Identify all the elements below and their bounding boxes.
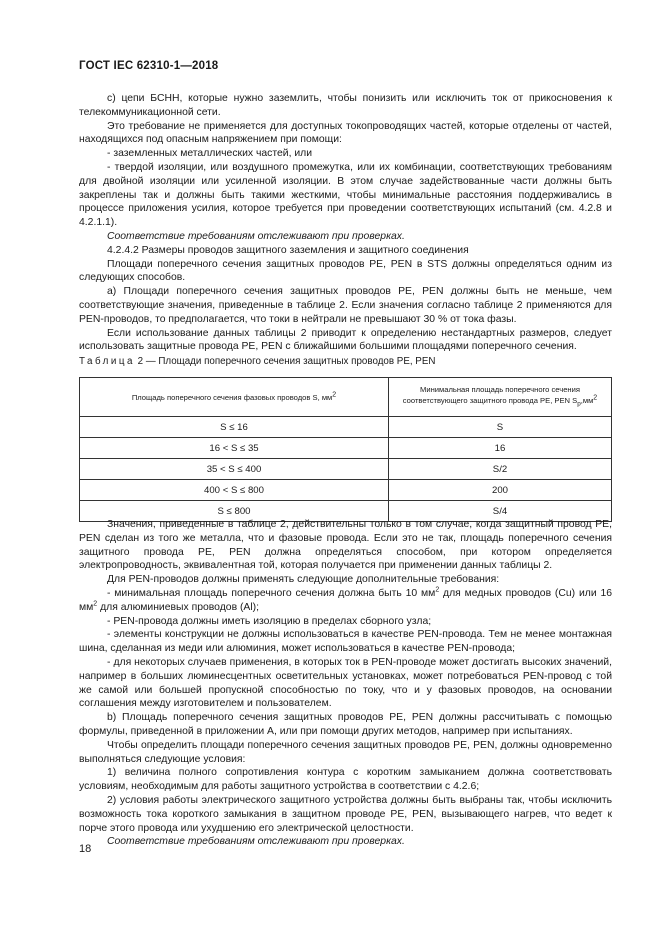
table-cell: 400 < S ≤ 800: [80, 480, 389, 501]
list-item: - для некоторых случаев применения, в которых ток в PEN-проводе может достигать высоких значений, например в больших люминесцентных осветительных установках, может потребоваться PEN-провод с той же самой или большей пропускной способностью по току, что и у фазовых проводов, на основании соглашения между изготовителем и пользователем.: [79, 656, 612, 710]
table-cell: S ≤ 16: [80, 417, 389, 438]
table-row: [80, 417, 612, 438]
list-item: 1) величина полного сопротивления контура с коротким замыканием должна соответствовать условиям, необходимым для работы защитного устройства в соответствии с 4.2.6;: [79, 767, 612, 793]
page-number: 18: [79, 843, 92, 855]
table-row: [80, 459, 612, 480]
table-cell: S: [389, 417, 612, 438]
paragraph: Для PEN-проводов должны применять следующие дополнительные требования:: [107, 574, 500, 586]
table-cell: S/2: [389, 459, 612, 480]
table-caption: [79, 356, 435, 367]
section-top-text: [79, 92, 612, 354]
list-item: - элементы конструкции не должны использоваться в качестве PEN-провода. Тем не менее монтажная шина, сделанная из меди или алюминия, может использоваться в качестве PEN-провода;: [79, 629, 612, 655]
paragraph: Площади поперечного сечения защитных проводов РЕ, PEN в STS должны определяться одним из следующих способов.: [79, 258, 612, 284]
table-cell: 16: [389, 438, 612, 459]
table-cell: 35 < S ≤ 400: [80, 459, 389, 480]
paragraph: Это требование не применяется для доступных токопроводящих частей, которые отделены от частей, находящихся под опасным напряжением при помощи:: [79, 120, 612, 146]
paragraph: а) Площади поперечного сечения защитных проводов РЕ, PEN должны быть не меньше, чем соответствующие значения, приведенные в таблице 2. Если значения согласно таблице 2 применяются для PEN-проводов, то предполагается, что токи в нейтрали не превышают 30 % от тока фазы.: [79, 286, 612, 325]
column-header-protective: Минимальная площадь поперечного сечения соответствующего защитного провода РЕ, PEN $S_p,мм^2$: [389, 378, 612, 417]
compliance-note: Соответствие требованиям отслеживают при проверках.: [107, 836, 405, 848]
table-row: [80, 438, 612, 459]
paragraph: Чтобы определить площади поперечного сечения защитных проводов РЕ, PEN, должны одновременно выполняться следующие условия:: [79, 739, 612, 765]
cross-section-table: [79, 377, 612, 522]
table-row: [80, 480, 612, 501]
document-header: ГОСТ IEC 62310-1—2018: [79, 60, 219, 72]
table-caption-text: 2 — Площади поперечного сечения защитных проводов РЕ, PEN: [137, 356, 436, 367]
subsection-heading: 4.2.4.2 Размеры проводов защитного заземления и защитного соединения: [107, 244, 469, 256]
table-cell: S ≤ 800: [80, 501, 389, 522]
list-item: - минимальная площадь поперечного сечения должна быть 10 $мм^2$ для медных проводов (Cu) или 16 $мм^2$ для алюминиевых проводов (Al);: [79, 586, 613, 613]
paragraph: Если использование данных таблицы 2 приводит к определению нестандартных размеров, следует использовать защитные провода РЕ, PEN с ближайшими большими площадями поперечного сечения.: [79, 327, 612, 353]
paragraph: Значения, приведенные в таблице 2, действительны только в том случае, когда защитный провод РЕ, PEN сделан из того же металла, что и фазовые провода. Если это не так, площадь поперечного сечения защитного провода РЕ, PEN должна определяться способом, при котором определяется электропроводность, эквивалентная той, которая получается при применении данных таблицы 2.: [79, 519, 612, 572]
paragraph: b) Площадь поперечного сечения защитных проводов РЕ, PEN должны рассчитывать с помощью формулы, приведенной в приложении А, или при помощи других методов, например при испытаниях.: [79, 712, 612, 737]
section-bottom-text: [79, 518, 612, 849]
table-header-row: [80, 378, 612, 417]
table-cell: 16 < S ≤ 35: [80, 438, 389, 459]
list-item: - твердой изоляции, или воздушного промежутка, или их комбинации, соответствующих требованиям для двойной изоляции или усиленной изоляции. В этом случае задействованные части должны быть закреплены так и должны быть такими жесткими, чтобы минимальные расстояния поддерживались в процессе приложения усилия, которое требуется при проведении соответствующих испытаний (см. 4.2.8 и 4.2.1.1).: [79, 161, 612, 229]
list-item: - заземленных металлических частей, или: [107, 148, 313, 160]
table-caption-prefix: Таблица: [79, 356, 135, 367]
list-item: 2) условия работы электрического защитного устройства должны быть выбраны так, чтобы исключить возможность тока короткого замыкания в защитном проводе РЕ, PEN, вызывающего нагрев, что ведет к порче этого провода или ухудшению его электрической целостности.: [79, 794, 612, 834]
table-cell: S/4: [389, 501, 612, 522]
table-cell: 200: [389, 480, 612, 501]
paragraph: с) цепи БСНН, которые нужно заземлить, чтобы понизить или исключить ток от прикосновения к телекоммуникационной сети.: [79, 93, 612, 118]
column-header-phase: Площадь поперечного сечения фазовых проводов S, $мм^2$: [80, 378, 389, 417]
list-item: - PEN-провода должны иметь изоляцию в пределах сборного узла;: [107, 615, 432, 627]
compliance-note: Соответствие требованиям отслеживают при проверках.: [107, 230, 405, 242]
